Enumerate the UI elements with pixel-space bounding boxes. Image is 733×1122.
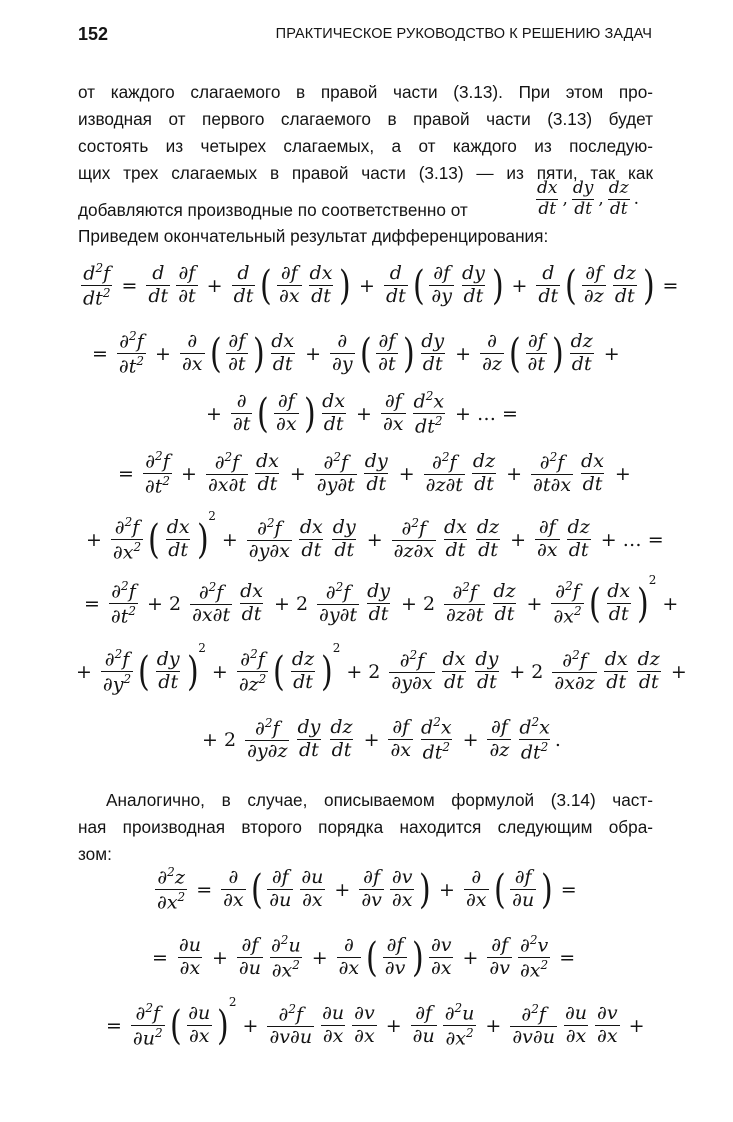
text-line: ная производная второго порядка находится следующим обра- xyxy=(78,817,653,837)
equation-line: + $\frac{\partial^2f}{\partial x^2}$ ( $\frac{dx}{dt}$ ) 2 + $\frac{\partial^2f}{\partial y\partial x}$ $\frac{dx}{dt}$ $\frac{dy}{dt}$ + $\frac{\partial^2f}{\partial z\partial x}$ $\frac{dx}{dt}$ $\frac{dz}{dt}$ + $\frac{\partial f}{\partial x}$ $\frac{dz}{dt}$ + … = xyxy=(86,508,664,564)
equation-line: = $\frac{\partial^2f}{\partial t^2}$ + 2 $\frac{\partial^2f}{\partial x\partial t}$ $\frac{dx}{dt}$ + 2 $\frac{\partial^2f}{\partial y\partial t}$ $\frac{dy}{dt}$ + 2 $\frac{\partial^2f}{\partial z\partial t}$ $\frac{dz}{dt}$ + $\frac{\partial^2f}{\partial x^2}$ ( $\frac{dx}{dt}$ ) 2 + xyxy=(84,572,679,628)
equation-line: + $\frac{\partial^2f}{\partial y^2}$ ( $\frac{dy}{dt}$ ) 2 + $\frac{\partial^2f}{\partial z^2}$ ( $\frac{dz}{dt}$ ) 2 + 2 $\frac{\partial^2f}{\partial y\partial x}$ $\frac{dx}{dt}$ $\frac{dy}{dt}$ + 2 $\frac{\partial^2f}{\partial x\partial z}$ $\frac{dx}{dt}$ $\frac{dz}{dt}$ + xyxy=(76,640,687,696)
text-line: от каждого слагаемого в правой части (3.13). При этом про- xyxy=(78,82,653,102)
text-line: Аналогично, в случае, описываемом формулой (3.14) част- xyxy=(106,790,653,810)
text-line: зом: xyxy=(78,844,112,864)
page-number: 152 xyxy=(78,24,109,44)
equation-line: = $\frac{\partial^2f}{\partial t^2}$ + $\frac{\partial}{\partial x}$ ( $\frac{\partial f}{\partial t}$ ) $\frac{dx}{dt}$ + $\frac{\partial}{\partial y}$ ( $\frac{\partial f}{\partial t}$ ) $\frac{dy}{dt}$ + $\frac{\partial}{\partial z}$ ( $\frac{\partial f}{\partial t}$ ) $\frac{dz}{dt}$ + xyxy=(92,329,620,378)
equation-line: $\frac{\partial^2z}{\partial x^2}$ = $\frac{\partial}{\partial x}$ ( $\frac{\partial f}{\partial u}$ $\frac{\partial u}{\partial x}$ + $\frac{\partial f}{\partial v}$ $\frac{\partial v}{\partial x}$ ) + $\frac{\partial}{\partial x}$ ( $\frac{\partial f}{\partial u}$ ) = xyxy=(157,865,577,914)
equation-line: + $\frac{\partial}{\partial t}$ ( $\frac{\partial f}{\partial x}$ ) $\frac{dx}{dt}$ + $\frac{\partial f}{\partial x}$ $\frac{d^2x}{dt^2}$ + … = xyxy=(206,389,518,438)
running-head: ПРАКТИЧЕСКОЕ РУКОВОДСТВО К РЕШЕНИЮ ЗАДАЧ xyxy=(275,26,652,42)
equation-line: = $\frac{\partial^2f}{\partial u^2}$ ( $\frac{\partial u}{\partial x}$ ) 2 + $\frac{\partial^2f}{\partial v\partial u}$ $\frac{\partial u}{\partial x}$ $\frac{\partial v}{\partial x}$ + $\frac{\partial f}{\partial u}$ $\frac{\partial^2u}{\partial x^2}$ + $\frac{\partial^2f}{\partial v\partial u}$ $\frac{\partial u}{\partial x}$ $\frac{\partial v}{\partial x}$ + xyxy=(106,994,645,1050)
text-line: Приведем окончательный результат дифференцирования: xyxy=(78,226,549,246)
text-line: добавляются производные по соответственно от xyxy=(78,200,468,220)
equation-line: = $\frac{\partial u}{\partial x}$ + $\frac{\partial f}{\partial u}$ $\frac{\partial^2u}{\partial x^2}$ + $\frac{\partial}{\partial x}$ ( $\frac{\partial f}{\partial v}$ ) $\frac{\partial v}{\partial x}$ + $\frac{\partial f}{\partial v}$ $\frac{\partial^2v}{\partial x^2}$ = xyxy=(152,933,576,982)
equation-line: + 2 $\frac{\partial^2f}{\partial y\partial z}$ $\frac{dy}{dt}$ $\frac{dz}{dt}$ + $\frac{\partial f}{\partial x}$ $\frac{d^2x}{dt^2}$ + $\frac{\partial f}{\partial z}$ $\frac{d^2x}{dt^2}$ . xyxy=(202,715,561,764)
page-header xyxy=(78,24,652,46)
equation-line: $\frac{d^2f}{dt^2}$ = $\frac{d}{dt}$ $\frac{\partial f}{\partial t}$ + $\frac{d}{dt}$ ( $\frac{\partial f}{\partial x}$ $\frac{dx}{dt}$ ) + $\frac{d}{dt}$ ( $\frac{\partial f}{\partial y}$ $\frac{dy}{dt}$ ) + $\frac{d}{dt}$ ( $\frac{\partial f}{\partial z}$ $\frac{dz}{dt}$ ) = xyxy=(83,261,679,310)
text-line: щих трех слагаемых в правой части (3.13) — из пяти, так как xyxy=(78,163,653,183)
text-line: состоять из четырех слагаемых, а от каждого из последую- xyxy=(78,136,653,156)
inline-fractions: $\frac{dx}{dt}$ , $\frac{dy}{dt}$ , $\frac{dz}{dt}$ . xyxy=(537,178,640,219)
equation-line: = $\frac{\partial^2f}{\partial t^2}$ + $\frac{\partial^2f}{\partial x\partial t}$ $\frac{dx}{dt}$ + $\frac{\partial^2f}{\partial y\partial t}$ $\frac{dy}{dt}$ + $\frac{\partial^2f}{\partial z\partial t}$ $\frac{dz}{dt}$ + $\frac{\partial^2f}{\partial t\partial x}$ $\frac{dx}{dt}$ + xyxy=(118,449,631,498)
text-line: изводная от первого слагаемого в правой части (3.13) будет xyxy=(78,109,653,129)
